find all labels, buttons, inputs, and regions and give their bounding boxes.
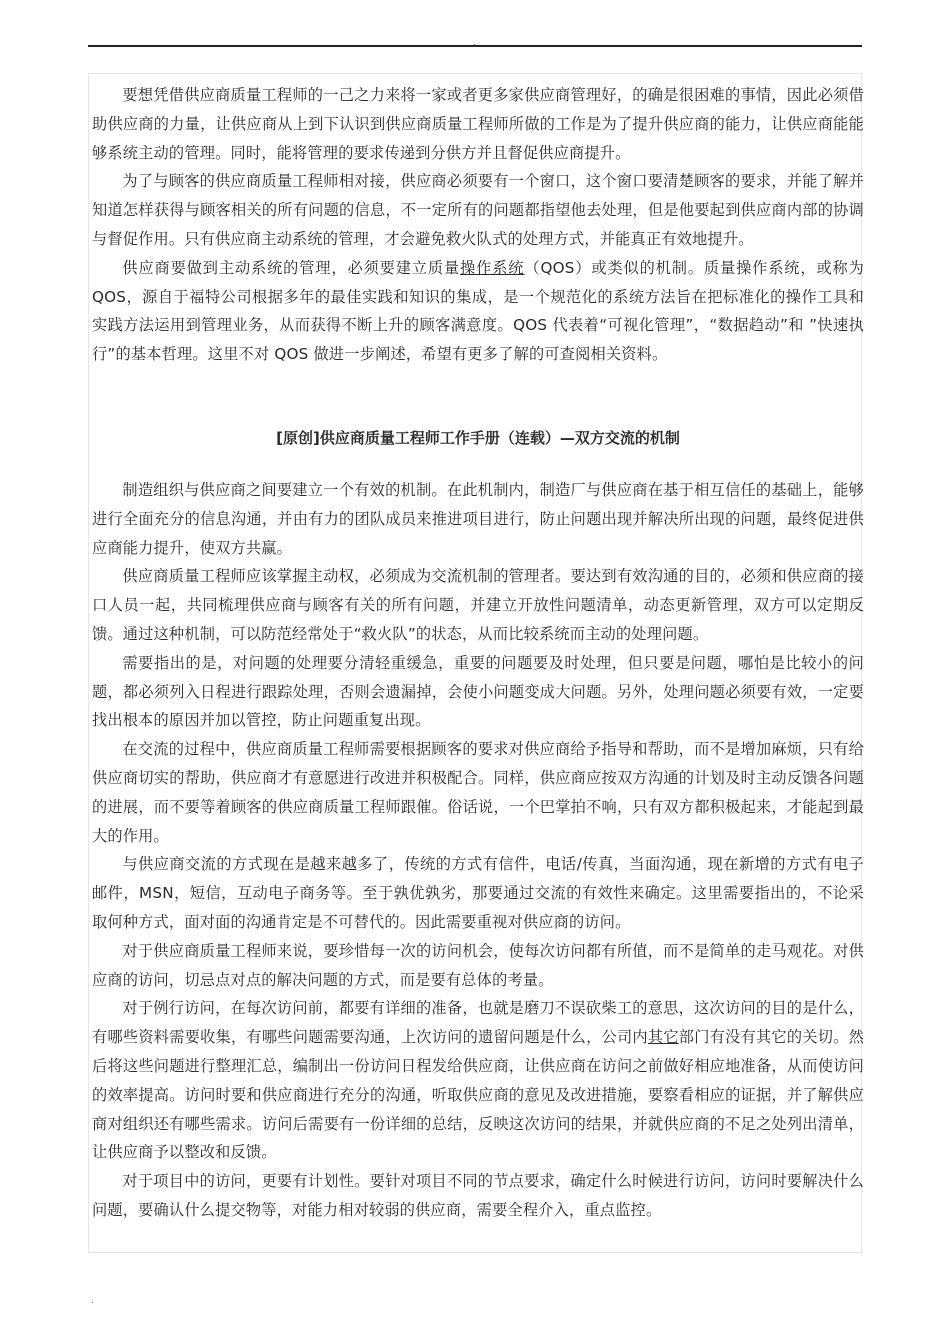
paragraph: 与供应商交流的方式现在是越来越多了，传统的方式有信件，电话/传真，当面沟通，现在新增的方式有电子邮件，MSN，短信，互动电子商务等。至于孰优孰劣，那要通过交流的有效性来确定。这里需要指出的，不论采取何种方式，面对面的沟通肯定是不可替代的。因此需要重视对供应商的访问。 — [92, 855, 864, 931]
text-run: 部门有没有其它的关切。然后将这些问题进行整理汇总，编制出一份访问日程发给供应商，让供应商在访问之前做好相应地准备，从而使访问的效率提高。访问时要和供应商进行充分的沟通，听取供应商的意见及改进措施，要察看相应的证据，并了解供应商对组织还有哪些需求。访问后需要有一份详细的总结，反映这次访问的结果，并就供应商的不足之处列出清单，让供应商予以整改和反馈。 — [92, 1028, 865, 1162]
underlined-term: 操作系统 — [460, 258, 525, 277]
paragraph: 为了与顾客的供应商质量工程师相对接，供应商必须要有一个窗口，这个窗口要清楚顾客的要求，并能了解并知道怎样获得与顾客相关的所有问题的信息，不一定所有的问题都指望他去处理，但是他要起到供应商内部的协调与督促作用。只有供应商主动系统的管理，才会避免救火队式的处理方式，并能真正有效地提升。 — [92, 172, 864, 248]
routine-visit-paragraph — [92, 994, 864, 1167]
qos-paragraph — [92, 254, 864, 369]
footer-dot: . — [91, 1296, 94, 1306]
paragraph: 对于项目中的访问，更要有计划性。要针对项目不同的节点要求，确定什么时候进行访问，访问时要解决什么问题，要确认什么提交物等，对能力相对较弱的供应商，需要全程介入，重点监控。 — [92, 1172, 864, 1219]
paragraph: 对于供应商质量工程师来说，要珍惜每一次的访问机会，使每次访问都有所值，而不是简单的走马观花。对供应商的访问，切忌点对点的解决问题的方式，而是要有总体的考量。 — [92, 941, 864, 989]
underlined-term: 其它 — [647, 1028, 679, 1047]
text-run: （QOS）或类似的机制。质量操作系统，或称为 QOS，源自于福特公司根据多年的最佳实践和知识的集成，是一个规范化的系统方法旨在把标准化的操作工具和实践方法运用到管理业务，从而获得不断上升的顾客满意度。QOS 代表着“可视化管理”，“数据趋动”和 ”快速执行”的基本哲理。这里不对 QOS 做进一步阐述，希望有更多了解的可查阅相关资料。 — [92, 258, 865, 364]
paragraph: 制造组织与供应商之间要建立一个有效的机制。在此机制内，制造厂与供应商在基于相互信任的基础上，能够进行全面充分的信息沟通，并由有力的团队成员来推进项目进行，防止问题出现并解决所出现的问题，最终促进供应商能力提升，使双方共赢。 — [92, 480, 864, 557]
text-run: 对于例行访问，在每次访问前，都要有详细的准备，也就是磨刀不误砍柴工的意思，这次访问的目的是什么，有哪些资料需要收集，有哪些问题需要沟通，上次访问的遗留问题是什么，公司内 — [92, 999, 864, 1047]
paragraph: 需要指出的是，对问题的处理要分清轻重缓急，重要的问题要及时处理，但只要是问题，哪怕是比较小的问题，都必须列入日程进行跟踪处理，否则会遗漏掉，会使小问题变成大问题。另外，处理问题必须要有效，一定要找出根本的原因并加以管控，防止问题重复出现。 — [92, 653, 864, 730]
paragraph: 供应商质量工程师应该掌握主动权，必须成为交流机制的管理者。要达到有效沟通的目的，必须和供应商的接口人员一起，共同梳理供应商与顾客有关的所有问题，并建立开放性问题清单，动态更新管理，双方可以定期反馈。通过这种机制，可以防范经常处于“救火队”的状态，从而比较系统而主动的处理问题。 — [92, 567, 864, 643]
text-run: 供应商要做到主动系统的管理，必须要建立质量 — [122, 258, 461, 277]
document-body — [92, 81, 864, 1225]
header-dot: . — [473, 38, 476, 48]
paragraph: 要想凭借供应商质量工程师的一己之力来将一家或者更多家供应商管理好，的确是很困难的事情，因此必须借助供应商的力量，让供应商从上到下认识到供应商质量工程师所做的工作是为了提升供应商的能力，让供应商能能够系统主动的管理。同时，能将管理的要求传递到分供方并且督促供应商提升。 — [92, 86, 864, 162]
section-title: [原创]供应商质量工程师工作手册（连载）—双方交流的机制 — [276, 428, 680, 447]
paragraph: 在交流的过程中，供应商质量工程师需要根据顾客的要求对供应商给予指导和帮助，而不是增加麻烦，只有给供应商切实的帮助，供应商才有意愿进行改进并积极配合。同样，供应商应按双方沟通的计划及时主动反馈各问题的进展，而不要等着顾客的供应商质量工程师跟催。俗话说，一个巴掌拍不响，只有双方都积极起来，才能起到最大的作用。 — [92, 740, 864, 845]
